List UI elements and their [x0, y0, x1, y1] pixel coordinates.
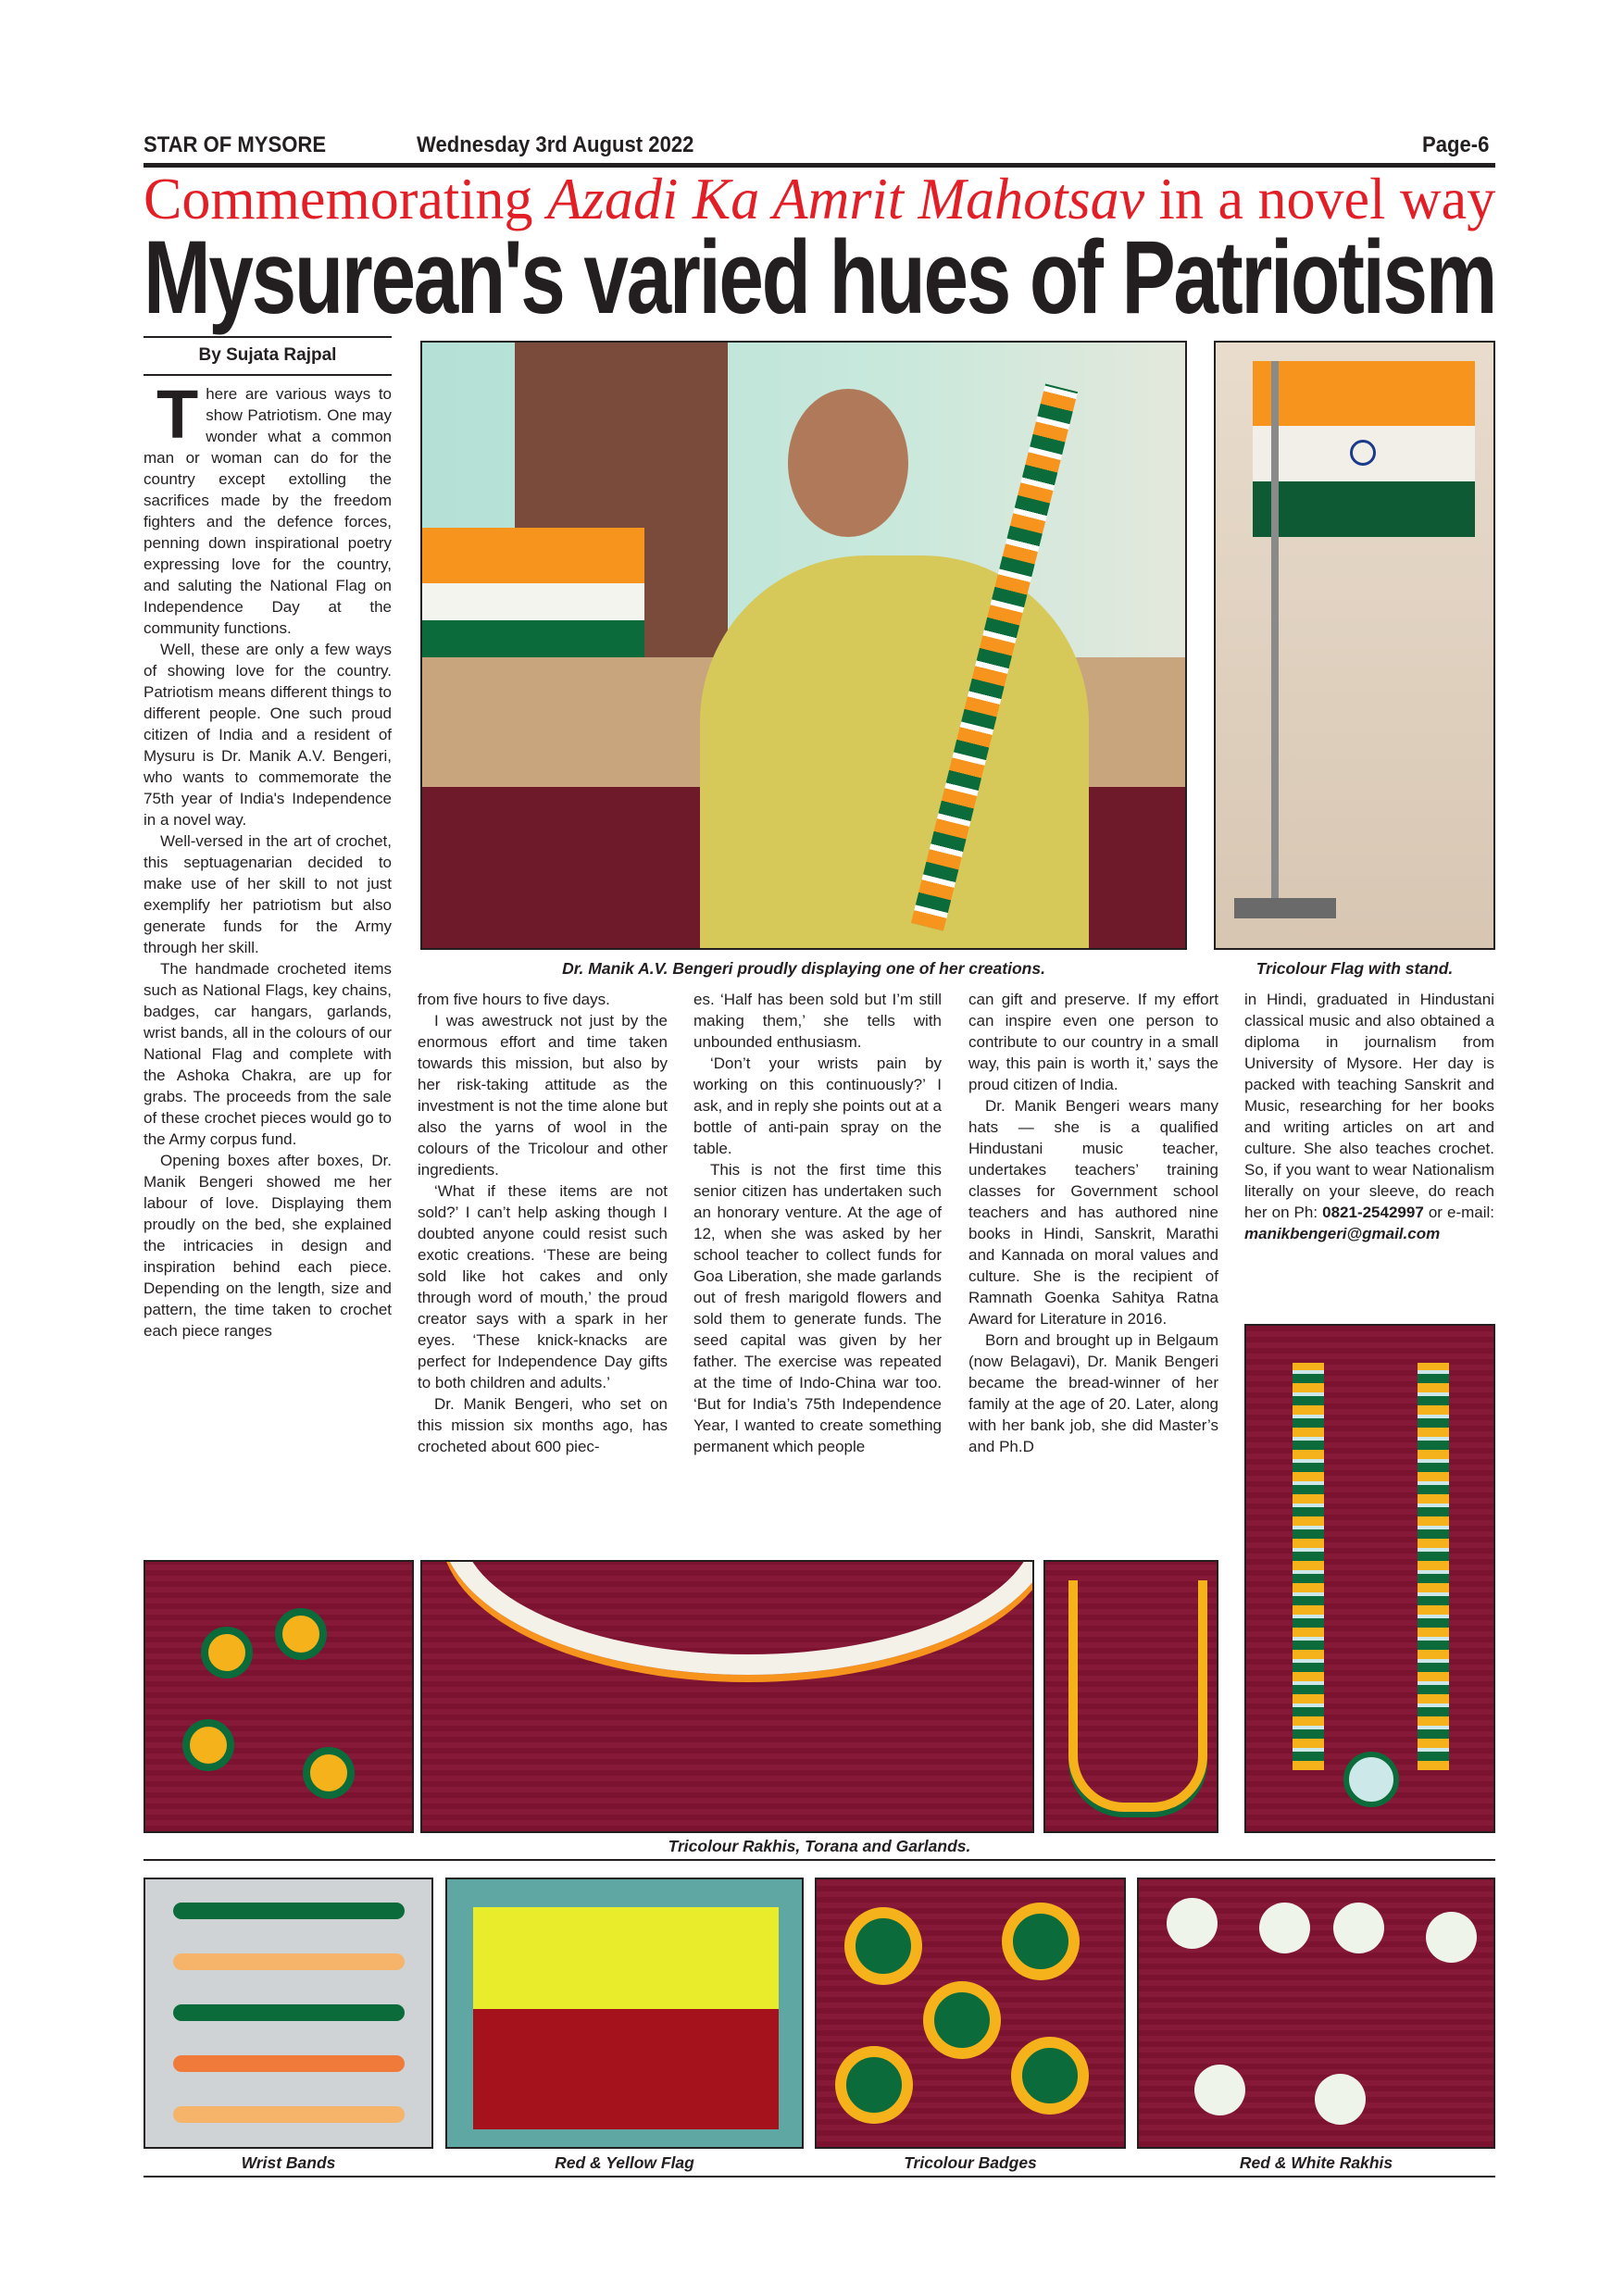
- paragraph: Well-versed in the art of crochet, this septuagenarian decided to make use of her skill to not just exemplify her patriotism but also generate funds for the Army through her skill.: [144, 832, 392, 956]
- rakhi: [1426, 1912, 1477, 1963]
- wrist-band: [173, 2004, 405, 2021]
- article-column-3: [693, 989, 942, 1457]
- rakhi: [303, 1747, 355, 1799]
- main-photo-caption: Dr. Manik A.V. Bengeri proudly displaying one of her creations.: [562, 959, 1045, 978]
- contact-phone: 0821-2542997: [1322, 1204, 1424, 1221]
- paragraph: Well, these are only a few ways of showing love for the country. Patriotism means different things to different people. One such proud citizen of India and a resident of Mysuru is Dr. Manik A.V. Bengeri, who wants to commemorate the 75th year of India's Independence in a novel way.: [144, 641, 392, 829]
- wrist-band: [173, 1903, 405, 1919]
- rakhi: [1315, 2074, 1366, 2125]
- garland-loop: [1068, 1580, 1207, 1812]
- red-white-rakhis-caption: Red & White Rakhis: [1239, 2153, 1393, 2172]
- article-column-1: [144, 376, 392, 1341]
- paragraph: This is not the first time this senior citizen has undertaken such an honorary venture. At the age of 12, when she was asked by her school teacher to collect funds for Goa Liberation, she made garlands out of fresh marigold flowers and sold them to generate funds. The seed capital was given by her father. The exercise was repeated at the time of Indo-China war too. ‘But for India’s 75th Independence Year, I wanted to create something permanent which people: [693, 1161, 942, 1455]
- kicker-text: Commemorating: [144, 166, 547, 231]
- paragraph: The handmade crocheted items such as National Flags, key chains, badges, car hangars, garlands, wrist bands, all in the colours of our National Flag and complete with the Ashoka Chakra, are up for grabs. The proceeds from the sale of these crochet pieces would go to the Army corpus fund.: [144, 960, 392, 1148]
- crochet-flag-saffron: [422, 528, 644, 583]
- flag-saffron: [1253, 361, 1475, 426]
- flag-with-stand-photo: [1214, 341, 1495, 950]
- badge: [923, 1981, 1001, 2059]
- rakhi: [1194, 2065, 1245, 2115]
- caption-rule: [144, 1859, 1495, 1861]
- badges-caption: Tricolour Badges: [904, 2153, 1037, 2172]
- flag-yellow: [473, 1907, 779, 2009]
- article-column-2: [418, 989, 668, 1457]
- paragraph: can gift and preserve. If my effort can inspire even one person to contribute to our country in a small way, this pain is worth it,’ says the proud citizen of India.: [968, 991, 1218, 1093]
- crochet-flag-white: [422, 583, 644, 620]
- badge: [1011, 2037, 1089, 2115]
- main-photo-woman-with-garland: [420, 341, 1187, 950]
- row-caption: Tricolour Rakhis, Torana and Garlands.: [668, 1837, 971, 1855]
- paragraph: I was awestruck not just by the enormous effort and time taken towards this mission, but also by her risk-taking attitude as the investment is not the time alone but also the yarns of wool in the colours of the Tricolour and other ingredients.: [418, 1012, 668, 1179]
- garland-photo-tall: [1244, 1324, 1495, 1833]
- saree: [700, 555, 1089, 950]
- red-yellow-flag-caption: Red & Yellow Flag: [555, 2153, 694, 2172]
- garland-flower: [1343, 1752, 1399, 1807]
- wrist-band: [173, 2106, 405, 2123]
- paragraph: Opening boxes after boxes, Dr. Manik Bengeri showed me her labour of love. Displaying them proudly on the bed, she explained the intricacies in design and inspiration behind each piece. Depending on the length, size and pattern, the time taken to crochet each piece ranges: [144, 1152, 392, 1340]
- small-garland-photo: [1043, 1560, 1218, 1833]
- paragraph-text: or e-mail:: [1423, 1204, 1494, 1221]
- flag-red: [473, 2009, 779, 2129]
- paragraph: ‘Don’t your wrists pain by working on this continuously?’ I ask, and in reply she points out at a bottle of anti-pain spray on the table.: [693, 1054, 942, 1157]
- drop-cap: T: [156, 376, 199, 453]
- headline-text: Mysurean's varied hues of Patriotism: [144, 219, 1496, 335]
- byline-rule-top: [144, 336, 392, 338]
- article-column-4: [968, 989, 1218, 1457]
- face: [788, 389, 908, 537]
- flag-green: [1253, 481, 1475, 537]
- paragraph: Dr. Manik Bengeri wears many hats — she is a qualified Hindustani music teacher, undertakes teachers’ training classes for Government school teachers and has authored nine books in Hindi, Sanskrit, Marathi and Kannada on moral values and culture. She is the recipient of Ramnath Goenka Sahitya Ratna Award for Literature in 2016.: [968, 1097, 1218, 1328]
- paragraph: es. ‘Half has been sold but I’m still making them,’ she tells with unbounded enthusiasm.: [693, 991, 942, 1051]
- rakhi: [1167, 1898, 1218, 1949]
- page-number: Page-6: [1422, 132, 1490, 157]
- flag-pole: [1271, 361, 1279, 917]
- rakhi: [275, 1608, 327, 1660]
- byline: By Sujata Rajpal: [198, 345, 337, 365]
- paragraph: ‘What if these items are not sold?’ I can’t help asking though I doubted anyone could resist such exotic creations. ‘These are being sold like hot cakes and only through word of mouth,’ the proud creator says with a spark in her eyes. ‘These knick-knacks are perfect for Independence Day gifts to both children and adults.’: [418, 1182, 668, 1391]
- bottom-rule: [144, 2176, 1495, 2177]
- garland-strand: [1293, 1363, 1324, 1770]
- paragraph: here are various ways to show Patriotism. One may wonder what a common man or woman can do for the country except extolling the sacrifices made by the freedom fighters and the defence forces, penning down inspirational poetry expressing love for the country, and saluting the National Flag on Independence Day at the community functions.: [144, 385, 392, 637]
- red-white-rakhis-photo: [1137, 1878, 1495, 2149]
- rakhi: [1259, 1903, 1310, 1953]
- contact-email[interactable]: manikbengeri@gmail.com: [1244, 1225, 1441, 1242]
- wrist-bands-photo: [144, 1878, 433, 2149]
- rakhis-photo: [144, 1560, 414, 1833]
- rakhi: [182, 1719, 234, 1771]
- torana-photo: [420, 1560, 1034, 1833]
- badge: [1002, 1903, 1080, 1980]
- flag-stand-caption: Tricolour Flag with stand.: [1255, 959, 1454, 978]
- badge: [835, 2046, 913, 2124]
- stand-base: [1234, 898, 1336, 918]
- rakhi: [201, 1627, 253, 1678]
- paragraph: in Hindi, graduated in Hindustani classical music and also obtained a diploma in journalism from University of Mysore. Her day is packed with teaching Sanskrit and Music, researching for her books and writing articles on art and culture. She also teaches crochet. So, if you want to wear Nationalism literally on your sleeve, do reach her on Ph:: [1244, 991, 1494, 1221]
- wrist-band: [173, 2055, 405, 2072]
- newspaper-name: STAR OF MYSORE: [144, 132, 327, 157]
- red-yellow-flag-photo: [445, 1878, 804, 2149]
- tricolour-badges-photo: [815, 1878, 1126, 2149]
- badge: [844, 1907, 922, 1985]
- paragraph: from five hours to five days.: [418, 991, 610, 1008]
- kicker-italic: Azadi Ka Amrit Mahotsav: [546, 166, 1145, 231]
- headline: [144, 219, 1496, 335]
- rakhi: [1333, 1903, 1384, 1953]
- crochet-flag-green: [422, 620, 644, 657]
- paragraph: Dr. Manik Bengeri, who set on this mission six months ago, has crocheted about 600 piec-: [418, 1395, 668, 1455]
- torana-arc: [441, 1560, 1034, 1675]
- garland-strand: [1418, 1363, 1449, 1770]
- ashoka-chakra-icon: [1350, 440, 1376, 466]
- paragraph: Born and brought up in Belgaum (now Belagavi), Dr. Manik Bengeri became the bread-winner of her family at the age of 20. Later, along with her bank job, she did Master’s and Ph.D: [968, 1331, 1218, 1455]
- issue-date: Wednesday 3rd August 2022: [417, 132, 694, 157]
- wrist-bands-caption: Wrist Bands: [241, 2153, 336, 2172]
- kicker-text-end: in a novel way: [1144, 166, 1496, 231]
- article-column-5: [1244, 989, 1494, 1244]
- wrist-band: [173, 1953, 405, 1970]
